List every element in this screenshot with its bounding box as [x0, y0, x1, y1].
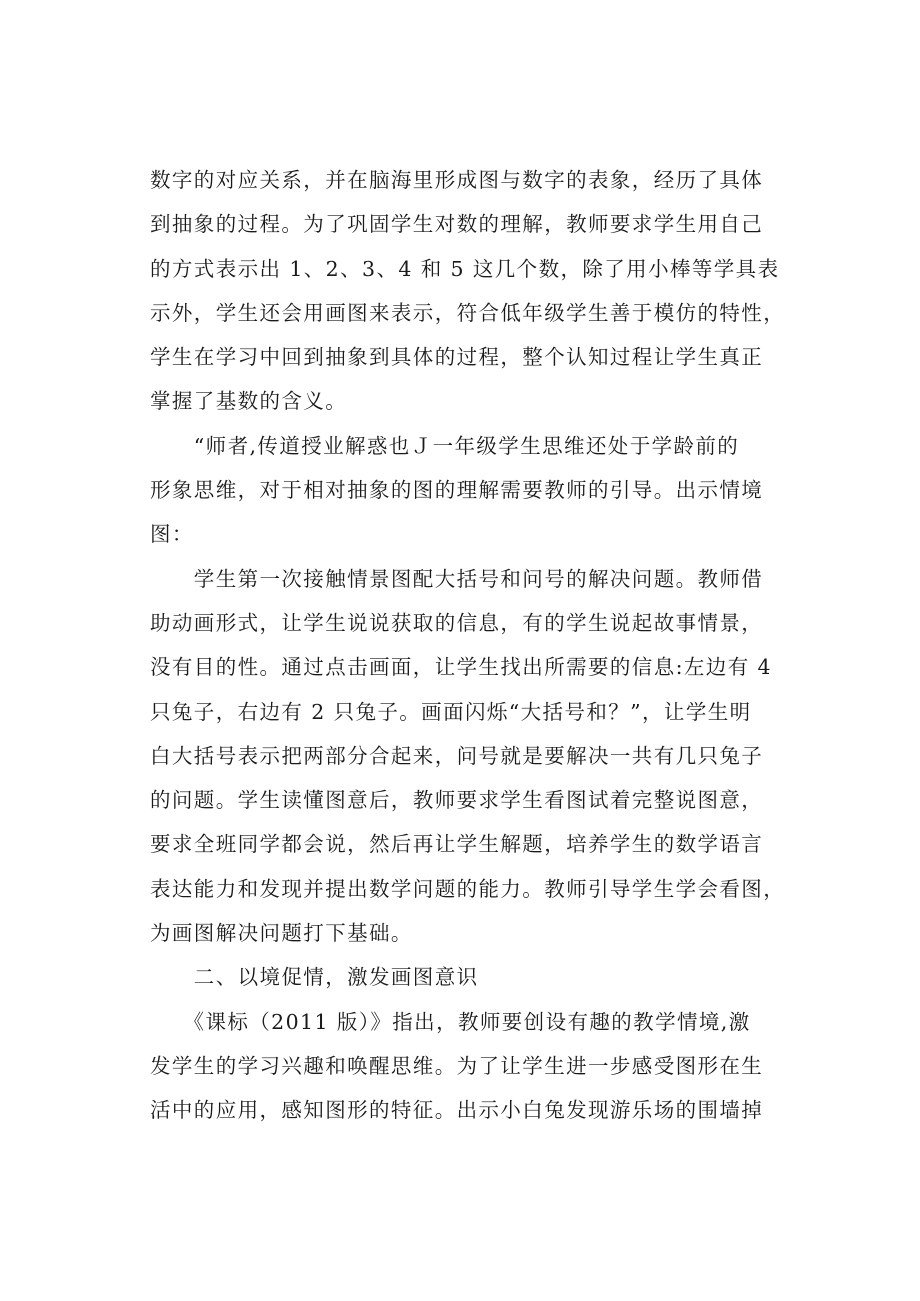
text-line: 图：: [150, 522, 194, 547]
text-line: 到抽象的过程。为了巩固学生对数的理解，教师要求学生用自己: [150, 212, 764, 237]
text-line: 助动画形式，让学生说说获取的信息，有的学生说起故事情景，: [150, 610, 764, 635]
text-line: 的方式表示出 1、2、3、4 和 5 这几个数，除了用小棒等学具表: [150, 256, 780, 281]
text-line: “师者,传道授业解惑也Ｊ一年级学生思维还处于学龄前的: [150, 433, 740, 458]
text-line: 形象思维，对于相对抽象的图的理解需要教师的引导。出示情境: [150, 478, 764, 503]
text-line: 数字的对应关系，并在脑海里形成图与数字的表象，经历了具体: [150, 168, 764, 192]
text-line: 只兔子，右边有 2 只兔子。画面闪烁“大括号和？”，让学生明: [150, 699, 752, 724]
body-text: [150, 158, 810, 1133]
text-line: 的问题。学生读懂图意后，教师要求学生看图试着完整说图意，: [150, 788, 764, 813]
text-line: 示外，学生还会用画图来表示，符合低年级学生善于模仿的特性，: [150, 300, 786, 325]
text-line: 表达能力和发现并提出数学问题的能力。教师引导学生学会看图，: [150, 876, 786, 901]
section-heading: 二、以境促情，激发画图意识: [150, 965, 479, 990]
text-line: 活中的应用，感知图形的特征。出示小白兔发现游乐场的围墙掉: [150, 1098, 764, 1123]
text-line: 《课标（2011 版）》指出，教师要创设有趣的教学情境,激: [150, 1009, 751, 1034]
text-line: 为画图解决问题打下基础。: [150, 921, 413, 946]
text-line: 白大括号表示把两部分合起来，问号就是要解决一共有几只兔子: [150, 743, 764, 768]
text-line: 没有目的性。通过点击画面，让学生找出所需要的信息:左边有 4: [150, 655, 772, 680]
text-line: 学生第一次接触情景图配大括号和问号的解决问题。教师借: [150, 566, 764, 591]
text-line: 学生在学习中回到抽象到具体的过程，整个认知过程让学生真正: [150, 345, 764, 370]
text-line: 要求全班同学都会说，然后再让学生解题，培养学生的数学语言: [150, 832, 764, 857]
text-line: 发学生的学习兴趣和唤醒思维。为了让学生进一步感受图形在生: [150, 1053, 764, 1078]
text-line: 掌握了基数的含义。: [150, 389, 348, 414]
